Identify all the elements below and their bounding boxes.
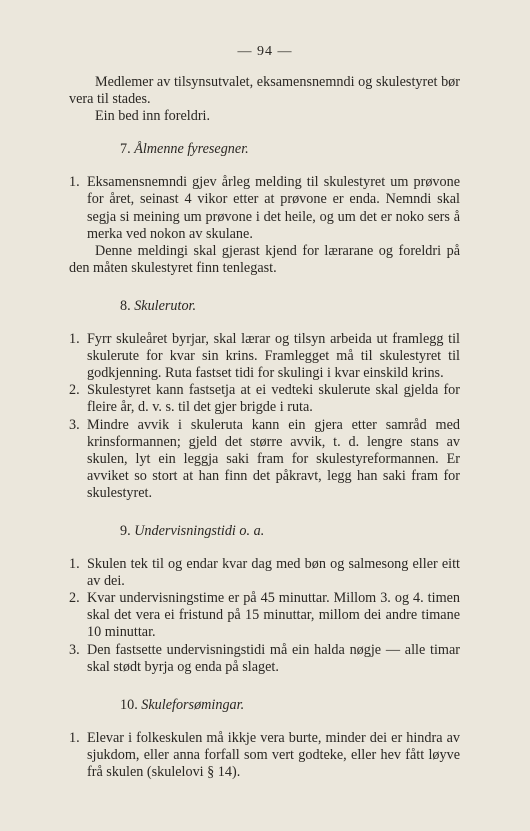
- item-text: Skulestyret kann fastsetja at ei vedteki skulerute skal gjelda for fleire år, d. v. s. til det gjer brigde i ruta.: [87, 382, 460, 416]
- section-number: 7.: [120, 141, 131, 158]
- list-item: [69, 642, 460, 676]
- list-item: [69, 590, 460, 641]
- section-heading: [69, 298, 460, 315]
- item-number: 2.: [69, 382, 80, 399]
- section-number: 8.: [120, 297, 131, 314]
- list-item: [69, 730, 460, 781]
- section-heading: [69, 141, 460, 158]
- intro-paragraph: Ein bed inn foreldri.: [95, 108, 211, 125]
- item-text: Fyrr skuleåret byrjar, skal lærar og tilsyn arbeida ut framlegg til skulerute for kvar sin krins. Framlegget må til skulestyret til godkjenning. Ruta fastset tidi for skulingi i kvar einskild krins.: [87, 331, 460, 382]
- list-item: [69, 417, 460, 502]
- item-number: 2.: [69, 590, 80, 607]
- item-number: 1.: [69, 174, 80, 191]
- list-item: [69, 382, 460, 416]
- item-number: 1.: [69, 729, 80, 746]
- list-item: [69, 331, 460, 382]
- item-number: 1.: [69, 556, 80, 573]
- section-title: Skulerutor.: [134, 297, 197, 314]
- item-text: Den fastsette undervisningstidi må ein halda nøgje — alle timar skal stødt byrja og enda på slaget.: [87, 641, 460, 675]
- item-text: Eksamensnemndi gjev årleg melding til skulestyret um prøvone for året, seinast 4 vikor etter at prøvone er enda. Nemndi skal segja si meining um prøvone i det heile, og um det er noko sers å merka ved nokon av skulane.: [87, 174, 460, 242]
- list-item: [69, 556, 460, 590]
- page-content: [69, 74, 460, 781]
- section-number: 9.: [120, 522, 131, 539]
- section-title: Skuleforsømingar.: [141, 696, 245, 713]
- section-paragraph: Denne meldingi skal gjerast kjend for lærarane og foreldri på den måten skulestyret finn tenlegast.: [69, 242, 460, 276]
- item-number: 3.: [69, 416, 80, 433]
- list-item: [69, 174, 460, 242]
- item-text: Mindre avvik i skuleruta kann ein gjera etter samråd med krinsformannen; gjeld det større avvik, t. d. lengre stans av skulen, lyt ein leggja saki fram for skulestyreformannen. Er avviket so stort at han finn det påkravt, legg han saki fram for skulestyret.: [87, 416, 460, 501]
- section-heading: [69, 697, 460, 714]
- item-number: 3.: [69, 641, 80, 658]
- item-text: Kvar undervisningstime er på 45 minuttar. Millom 3. og 4. timen skal det vera ei fristund på 15 minuttar, millom dei andre timane 10 minuttar.: [87, 590, 460, 641]
- section-title: Undervisningstidi o. a.: [134, 522, 265, 539]
- section-heading: [69, 523, 460, 540]
- item-text: Skulen tek til og endar kvar dag med bøn og salmesong eller eitt av dei.: [87, 556, 460, 590]
- item-text: Elevar i folkeskulen må ikkje vera burte, minder dei er hindra av sjukdom, eller anna forfall som vert godteke, eller hev fått løyve frå skulen (skulelovi § 14).: [87, 729, 460, 780]
- section-number: 10.: [120, 696, 138, 713]
- section-title: Ålmenne fyresegner.: [134, 141, 249, 158]
- item-number: 1.: [69, 331, 80, 348]
- page-number: — 94 —: [237, 44, 293, 59]
- intro-paragraph: Medlemer av tilsynsutvalet, eksamensnemndi og skulestyret bør vera til stades.: [69, 74, 460, 108]
